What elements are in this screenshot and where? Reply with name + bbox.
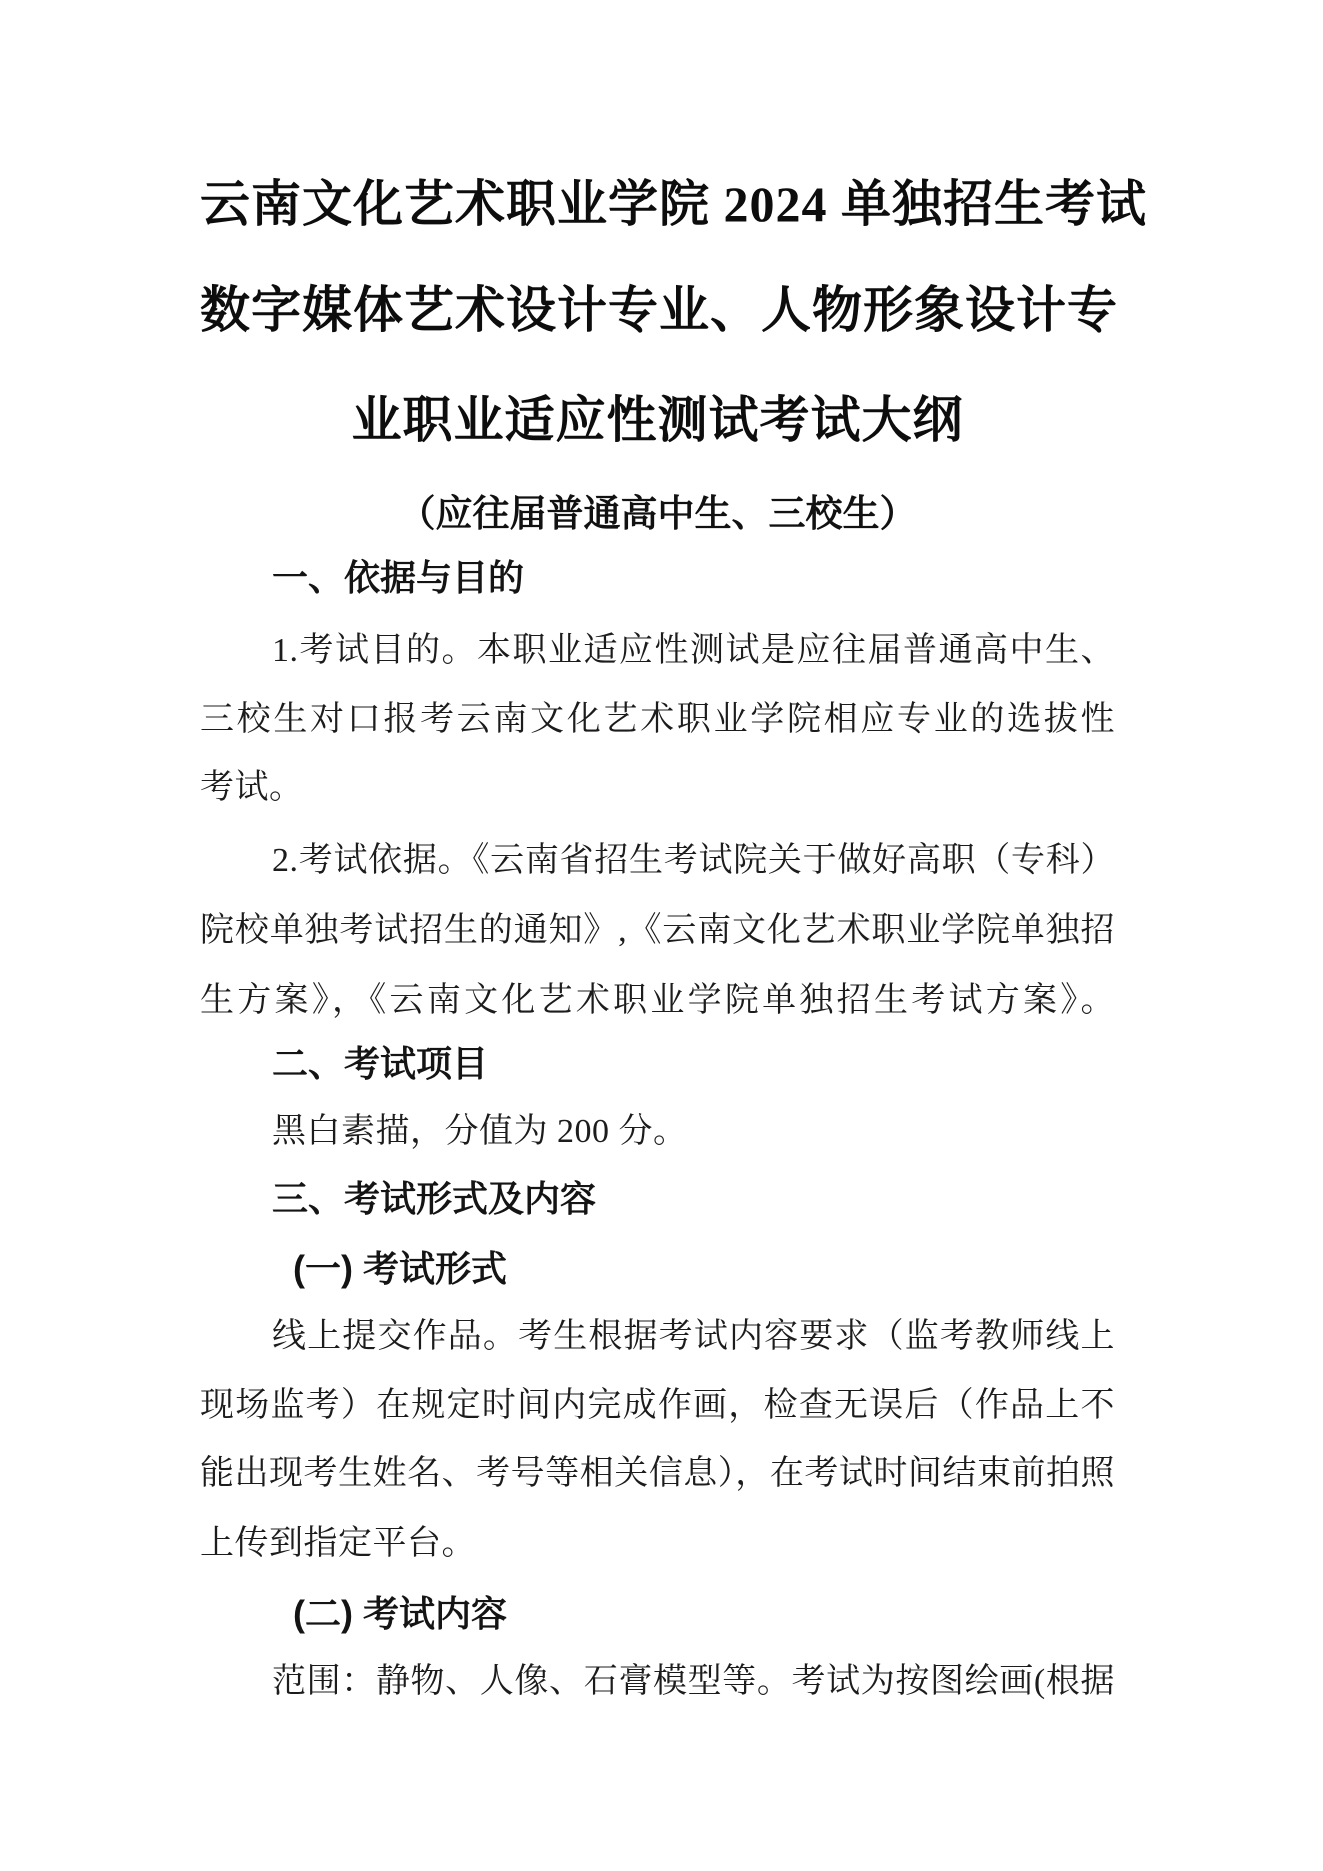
document-title-line-1: 云南文化艺术职业学院 2024 单独招生考试: [200, 176, 1147, 232]
paragraph-line: 现场监考）在规定时间内完成作画，检查无误后（作品上不: [200, 1387, 1115, 1424]
paragraph-line: 范围：静物、人像、石膏模型等。考试为按图绘画(根据: [272, 1663, 1115, 1700]
paragraph-line: 1.考试目的。本职业适应性测试是应往届普通高中生、: [272, 632, 1115, 669]
paragraph-line: 2.考试依据。《云南省招生考试院关于做好高职（专科）: [272, 842, 1115, 879]
section-3-subheading-1: (一) 考试形式: [293, 1248, 507, 1289]
section-1-heading: 一、依据与目的: [272, 557, 525, 598]
section-3-heading: 三、考试形式及内容: [272, 1178, 597, 1219]
document-title-line-3: 业职业适应性测试考试大纲: [351, 392, 964, 448]
paragraph-line: 能出现考生姓名、考号等相关信息），在考试时间结束前拍照: [200, 1455, 1115, 1492]
paragraph-line: 考试。: [200, 769, 304, 806]
section-3-subheading-2: (二) 考试内容: [293, 1593, 507, 1634]
document-title-line-2: 数字媒体艺术设计专业、人物形象设计专: [200, 282, 1118, 338]
paragraph-line: 院校单独考试招生的通知》,《云南文化艺术职业学院单独招: [200, 912, 1115, 949]
paragraph-line: 生方案》，《云南文化艺术职业学院单独招生考试方案》。: [200, 982, 1115, 1019]
paragraph-line: 线上提交作品。考生根据考试内容要求（监考教师线上: [272, 1318, 1115, 1355]
paragraph-line: 三校生对口报考云南文化艺术职业学院相应专业的选拔性: [200, 701, 1115, 738]
document-subtitle: （应往届普通高中生、三校生）: [398, 494, 917, 535]
section-2-heading: 二、考试项目: [272, 1043, 489, 1084]
paragraph-line: 上传到指定平台。: [200, 1525, 476, 1562]
paragraph-line: 黑白素描，分值为 200 分。: [272, 1113, 688, 1150]
